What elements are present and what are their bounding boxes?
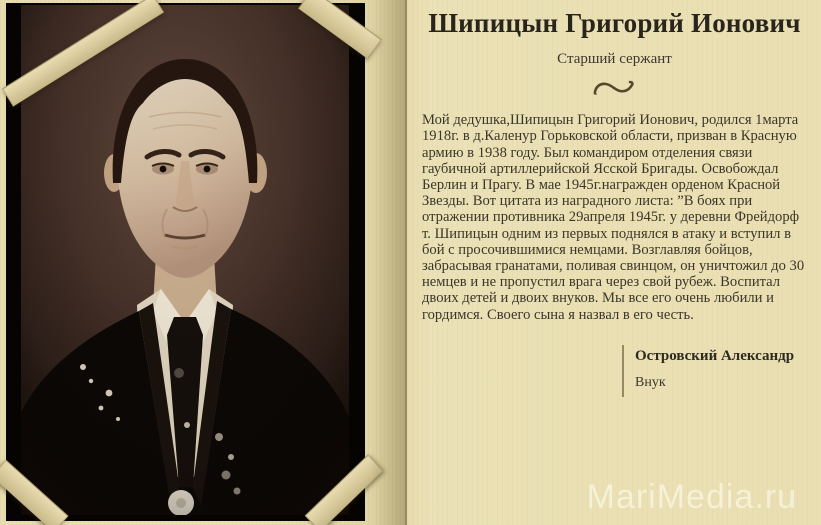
author-name: Островский Александр (635, 347, 795, 364)
story-text: Мой дедушка,Шипицын Григорий Ионович, родился 1марта 1918г. в д.Каленур Горьковской области, призван в Красную армию в 1938 году. Был командиром отделения связи гаубичной артиллерийской Ясской Бригады. Освобождал Берлин и Прагу. В мае 1945г.награжден орденом Красной Звезды. Вот цитата из наградного листа: ”В боях при отражении противника 29апреля 1945г. у деревни Фрейдорф т. Шипицын одним из первых поднялся в атаку и вступил в бой с просочившимися немцами. Возглавляя бойцов, забрасывая гранатами, поливая свинцом, он уничтожил до 30 немцев и не пропустил врага через свой рубеж. Воспитал двоих детей и двоих внуков. Мы все его очень любили и гордимся. Своего сына я назвал в его честь. (422, 112, 805, 323)
rank-subtitle: Старший сержант (557, 51, 672, 68)
portrait-illustration (21, 5, 349, 515)
tilde-flourish-icon (422, 79, 807, 99)
veteran-name-title: Шипицын Григорий Ионович (428, 8, 801, 38)
veteran-photo (6, 3, 365, 521)
photo-page (0, 0, 406, 525)
author-block (622, 345, 807, 397)
marimedia-watermark: MariMedia.ru (586, 478, 797, 516)
author-relation: Внук (635, 374, 666, 390)
book-spine-shadow (371, 0, 405, 525)
memorial-text-page (407, 0, 821, 525)
